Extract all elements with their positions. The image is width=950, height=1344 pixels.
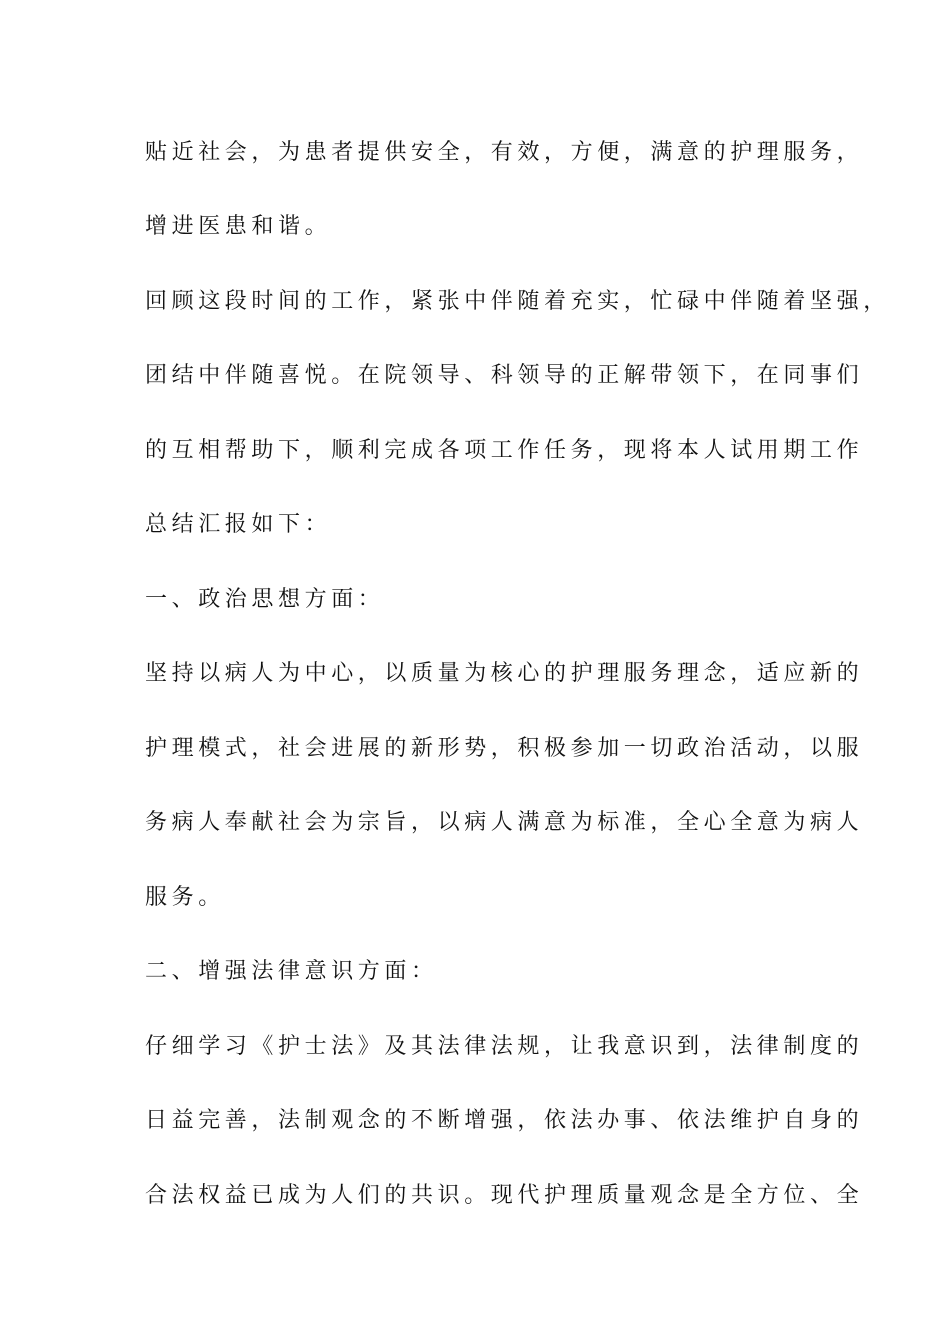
text-line: 回顾这段时间的工作，紧张中伴随着充实，忙碌中伴随着坚强， (145, 289, 890, 314)
text-line: 坚持以病人为中心，以质量为核心的护理服务理念，适应新的 (145, 661, 864, 686)
text-line: 团结中伴随喜悦。在院领导、科领导的正解带领下，在同事们 (145, 363, 864, 388)
text-line: 总结汇报如下： (145, 512, 332, 537)
text-line: 增进医患和谐。 (145, 214, 332, 239)
text-line: 务病人奉献社会为宗旨，以病人满意为标准，全心全意为病人 (145, 810, 864, 835)
text-line: 贴近社会，为患者提供安全，有效，方便，满意的护理服务， (145, 140, 864, 165)
text-line: 合法权益已成为人们的共识。现代护理质量观念是全方位、全 (145, 1183, 864, 1208)
text-line: 的互相帮助下，顺利完成各项工作任务，现将本人试用期工作 (145, 438, 864, 463)
text-line: 日益完善，法制观念的不断增强，依法办事、依法维护自身的 (145, 1108, 864, 1133)
text-line: 仔细学习《护士法》及其法律法规，让我意识到，法律制度的 (145, 1034, 864, 1059)
text-line: 护理模式，社会进展的新形势，积极参加一切政治活动，以服 (145, 736, 864, 761)
section-heading: 一、政治思想方面： (145, 587, 385, 612)
section-heading: 二、增强法律意识方面： (145, 959, 438, 984)
text-line: 服务。 (145, 885, 225, 910)
